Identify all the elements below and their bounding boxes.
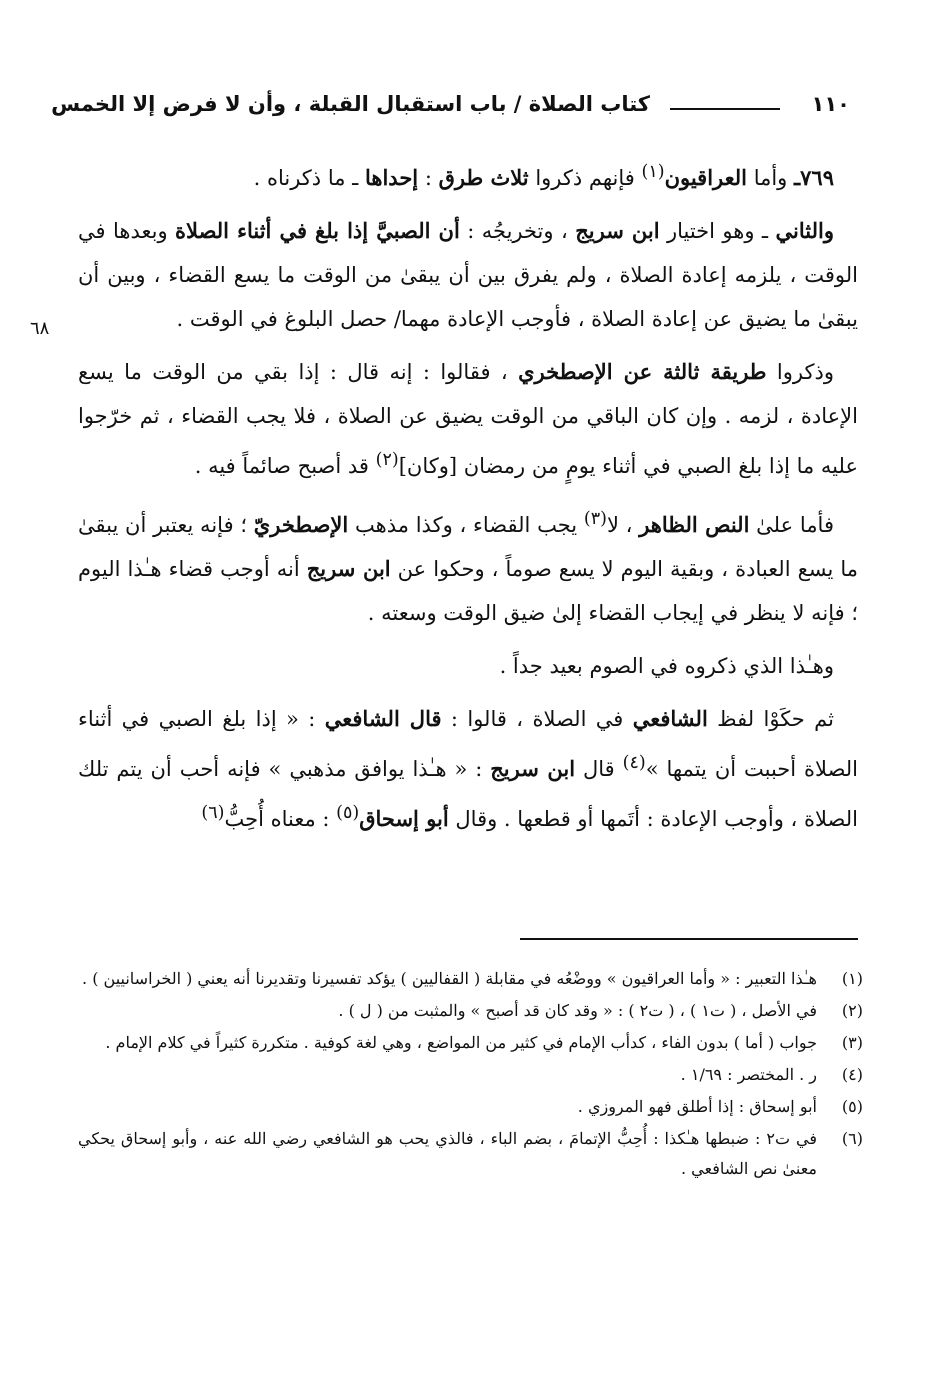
footnote-text: في الأصل ، ( ت١ ) ، ( ت٢ ) : « وقد كان قد أصبح » والمثبت من ( ل ) . bbox=[338, 1001, 817, 1020]
footnote-5 bbox=[78, 1092, 863, 1122]
text-run: وذكروا bbox=[766, 360, 834, 384]
running-title: كتاب الصلاة / باب استقبال القبلة ، وأن لا فرض إلا الخمس bbox=[51, 92, 650, 116]
footnote-6 bbox=[78, 1124, 863, 1184]
bold-term: أن الصبيَّ إذا بلغ في أثناء الصلاة bbox=[175, 218, 460, 243]
bold-term: ابن سريج bbox=[306, 556, 391, 581]
footnote-ref-2: (٢) bbox=[375, 450, 399, 470]
bold-term: والثاني bbox=[775, 218, 834, 243]
text-run: : « هـٰذا يوافق مذهبي » فإنه أحب أن يتم تلك الصلاة ، وأوجب الإعادة : أتَمها أو قطعها . وقال bbox=[78, 757, 858, 831]
text-run: ، لا bbox=[606, 513, 640, 537]
bold-term: ثلاث طرق bbox=[438, 165, 529, 190]
text-run: قد أصبح صائماً فيه . bbox=[194, 454, 376, 478]
page-number: ١١٠ bbox=[811, 92, 850, 116]
paragraph-second-way bbox=[78, 209, 858, 341]
footnote-text: هـٰذا التعبير : « وأما العراقيون » ووضْعُه في مقابلة ( القفاليين ) يؤكد تفسيرنا وتقديرنا أنه يعني ( الخراسانيين ) . bbox=[82, 969, 817, 988]
page-header bbox=[51, 92, 850, 128]
footnote-number: (١) bbox=[841, 969, 863, 988]
text-run: فإنهم ذكروا bbox=[528, 166, 642, 190]
paragraph-769 bbox=[78, 150, 858, 200]
text-run: قال bbox=[575, 757, 623, 781]
bold-term: الشافعي bbox=[632, 706, 708, 731]
footnote-number: (٥) bbox=[841, 1097, 863, 1116]
footnote-number: (٤) bbox=[841, 1065, 863, 1084]
text-run: وأما bbox=[747, 166, 794, 190]
bold-term: إحداها bbox=[364, 165, 419, 190]
text-run: في الصلاة ، قالوا : bbox=[441, 707, 633, 731]
footnote-ref-1: (١) bbox=[641, 162, 665, 182]
main-text bbox=[78, 150, 858, 850]
bold-term: أبو إسحاق bbox=[359, 806, 449, 831]
footnote-separator bbox=[520, 938, 858, 940]
text-run: وبعدها في الوقت ، يلزمه إعادة الصلاة ، ولم يفرق بين أن يبقىٰ من الوقت ما يسع القضاء ، وبين أن يبقىٰ ما يضيق عن إعادة الصلاة ، فأوجب الإعادة مهما/ حصل البلوغ في الوقت . bbox=[78, 219, 858, 331]
margin-page-reference: ٦٨ bbox=[30, 318, 50, 339]
footnote-1 bbox=[78, 964, 863, 994]
text-run: ـ ما ذكرناه . bbox=[253, 166, 365, 190]
issue-number: ٧٦٩ـ bbox=[794, 165, 834, 190]
paragraph-apparent-text bbox=[78, 497, 858, 635]
paragraph-third-way bbox=[78, 350, 858, 488]
footnote-text: جواب ( أما ) بدون الفاء ، كدأب الإمام في كثير من المواضع ، وهي لغة كوفية . متكررة كثيراً في كلام الإمام . bbox=[105, 1033, 817, 1052]
footnote-ref-4: (٤) bbox=[622, 753, 646, 773]
footnote-3 bbox=[78, 1028, 863, 1058]
text-run: أنه أوجب قضاء هـٰذا اليوم ؛ فإنه لا ينظر في إيجاب القضاء إلىٰ ضيق الوقت وسعته . bbox=[78, 557, 858, 625]
footnote-2 bbox=[78, 996, 863, 1026]
text-run: : معناه أُحِبُّ bbox=[224, 807, 337, 831]
text-run: فأما علىٰ bbox=[749, 513, 834, 537]
bold-term: النص الظاهر bbox=[639, 512, 750, 537]
paragraph-fasting-remark: وهـٰذا الذي ذكروه في الصوم بعيد جداً . bbox=[499, 654, 834, 678]
footnote-number: (٣) bbox=[841, 1033, 863, 1052]
header-rule bbox=[670, 108, 780, 110]
text-run: يجب القضاء ، وكذا مذهب bbox=[348, 513, 584, 537]
footnote-text: أبو إسحاق : إذا أطلق فهو المروزي . bbox=[577, 1097, 817, 1116]
text-run: ، فقالوا : إنه قال : إذا بقي من الوقت ما يسع الإعادة ، لزمه . وإن كان الباقي من الوقت يضيق عن الصلاة ، فلا يجب القضاء ، ثم خرّجوا عليه ما إذا بلغ الصبي في أثناء يومٍ من رمضان [وكان] bbox=[78, 360, 858, 478]
text-run: ـ وهو اختيار bbox=[659, 219, 776, 243]
bold-term: قال الشافعي bbox=[324, 706, 442, 731]
footnote-number: (٦) bbox=[841, 1129, 863, 1148]
paragraph-shafii-wording bbox=[78, 697, 858, 841]
bold-term: ابن سريج bbox=[490, 756, 576, 781]
bold-term: طريقة ثالثة عن الإصطخري bbox=[518, 359, 767, 384]
footnote-ref-3: (٣) bbox=[583, 509, 607, 529]
text-run: : « إذا بلغ الصبي في أثناء الصلاة أحببت أن يتمها » bbox=[78, 707, 859, 781]
footnote-number: (٢) bbox=[841, 1001, 863, 1020]
text-run: ؛ فإنه يعتبر أن يبقىٰ ما يسع العبادة ، وبقية اليوم لا يسع صوماً ، وحكوا عن bbox=[78, 513, 859, 581]
footnote-text: في ت٢ : ضبطها هـٰكذا : أُحِبُّ الإتمامَ ، بضم الباء ، فالذي يحب هو الشافعي رضي الله عنه ، وأبو إسحاق يحكي معنىٰ نص الشافعي . bbox=[78, 1129, 818, 1178]
bold-term: ابن سريج bbox=[575, 218, 660, 243]
bold-term: الإصطخريّ bbox=[253, 512, 349, 537]
footnote-ref-5: (٥) bbox=[336, 803, 360, 823]
footnote-text: ر . المختصر : ١/٦٩ . bbox=[680, 1065, 817, 1084]
footnote-4 bbox=[78, 1060, 863, 1090]
footnote-ref-6: (٦) bbox=[201, 803, 225, 823]
text-run: : bbox=[418, 166, 439, 190]
text-run: ثم حكَوْا لفظ bbox=[707, 707, 834, 731]
footnotes bbox=[78, 964, 863, 1186]
bold-term: العراقيون bbox=[664, 165, 748, 190]
text-run: ، وتخريجُه : bbox=[459, 219, 576, 243]
